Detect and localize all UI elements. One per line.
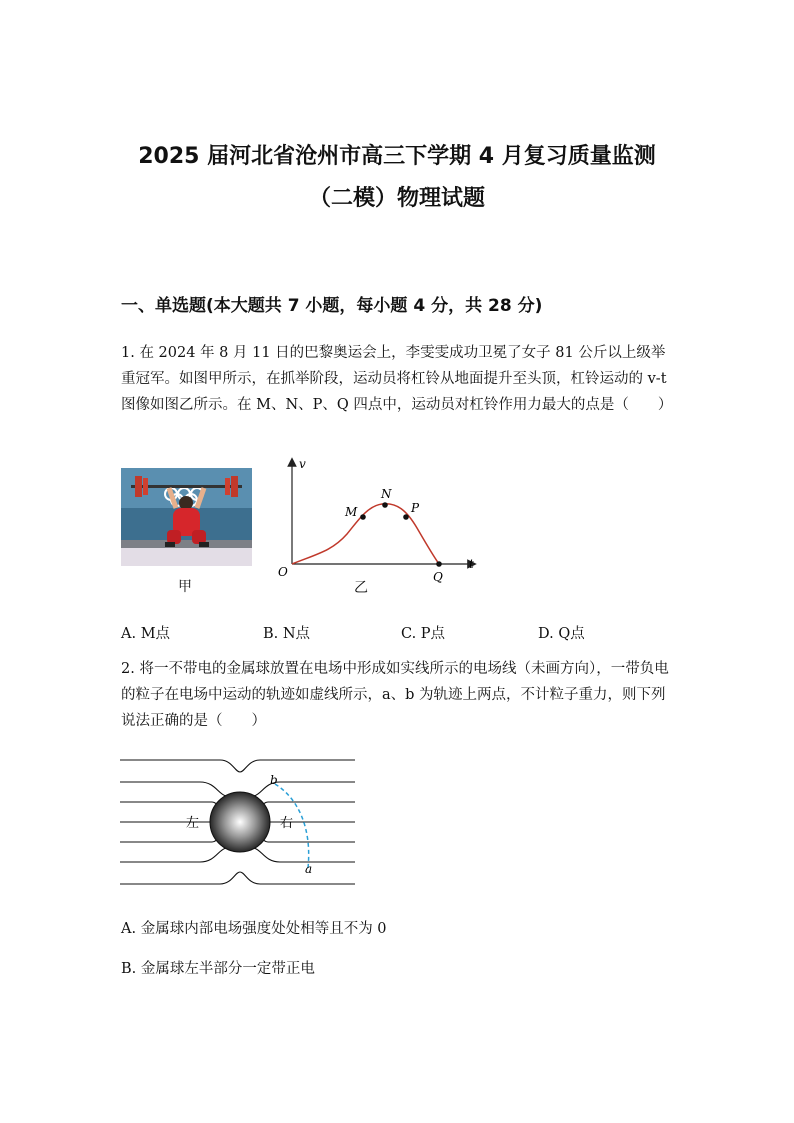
point-m [360, 514, 366, 520]
page-title-line1: 2025 届河北省沧州市高三下学期 4 月复习质量监测 [138, 144, 656, 169]
q1-option-a[interactable]: A. M点 [121, 626, 171, 642]
point-a-label: a [305, 862, 313, 876]
q1-option-c[interactable]: C. P点 [401, 626, 446, 642]
origin-label: O [278, 565, 288, 579]
metal-sphere [210, 792, 270, 852]
point-b-label: b [270, 773, 278, 787]
figure-yi-caption: 乙 [354, 580, 368, 596]
q1-option-b[interactable]: B. N点 [263, 626, 311, 642]
q2-option-b[interactable]: B. 金属球左半部分一定带正电 [121, 961, 315, 977]
figure-jia-caption: 甲 [178, 579, 192, 595]
point-n [382, 502, 388, 508]
q1-option-d[interactable]: D. Q点 [538, 626, 585, 642]
weightlifter-photo [121, 468, 252, 566]
point-q [436, 561, 442, 567]
question-2-text: 2. 将一不带电的金属球放置在电场中形成如实线所示的电场线（未画方向），一带负电的粒子在电场中运动的轨迹如虚线所示，a、b 为轨迹上两点，不计粒子重力，则下列说法正确的是（ ） [121, 661, 669, 729]
q2-option-a[interactable]: A. 金属球内部电场强度处处相等且不为 0 [121, 921, 387, 937]
page-title-line2: （二模）物理试题 [308, 186, 485, 211]
point-p [403, 514, 409, 520]
left-label: 左 [186, 816, 200, 831]
label-m: M [345, 505, 358, 519]
label-n: N [381, 487, 392, 501]
vt-graph [272, 456, 482, 584]
label-p: P [411, 501, 420, 515]
right-label: 右 [280, 816, 294, 831]
section-heading: 一、单选题(本大题共 7 小题，每小题 4 分，共 28 分) [121, 296, 543, 316]
v-axis-label: v [299, 457, 306, 471]
label-q: Q [433, 570, 443, 584]
question-1-text: 1. 在 2024 年 8 月 11 日的巴黎奥运会上，李雯雯成功卫冕了女子 81 公斤以上级举重冠军。如图甲所示，在抓举阶段，运动员将杠铃从地面提升至头顶，杠铃运动的 v-t 图像如图乙所示。在 M、N、P、Q 四点中，运动员对杠铃作用力最大的点是（ ） [121, 345, 673, 413]
electric-field-figure [120, 750, 360, 890]
t-axis-label: t [469, 557, 474, 571]
